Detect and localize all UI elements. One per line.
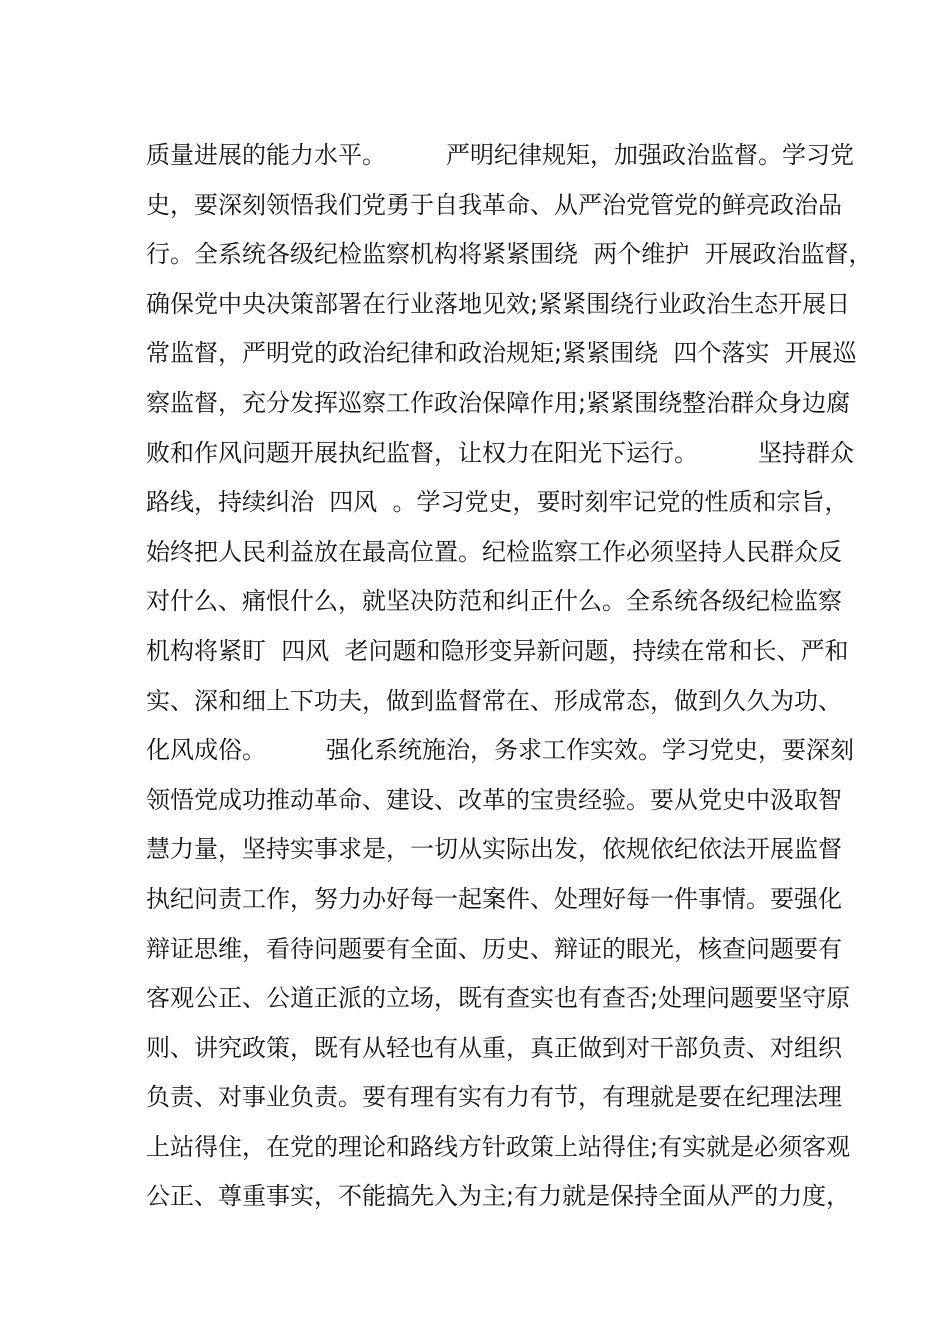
text-line-18: 客观公正、公道正派的立场，既有查实也有查否;处理问题要坚守原 xyxy=(146,984,851,1013)
text-line-2: 史，要深刻领悟我们党勇于自我革命、从严治党管党的鲜亮政治品 xyxy=(146,190,842,219)
text-line-17: 辩证思维，看待问题要有全面、历史、辩证的眼光，核查问题要有 xyxy=(146,934,842,963)
text-line-14: 领悟党成功推动革命、建设、改革的宝贵经验。要从党史中汲取智 xyxy=(146,785,842,814)
text-line-13: 化风成俗。 强化系统施治，务求工作实效。学习党史，要深刻 xyxy=(146,736,854,765)
text-line-3: 行。全系统各级纪检监察机构将紧紧围绕 两个维护 开展政治监督， xyxy=(146,240,873,269)
text-line-9: 始终把人民利益放在最高位置。纪检监察工作必须坚持人民群众反 xyxy=(146,537,842,566)
text-line-10: 对什么、痛恨什么，就坚决防范和纠正什么。全系统各级纪检监察 xyxy=(146,587,842,616)
text-line-8: 路线，持续纠治 四风 。学习党史，要时刻牢记党的性质和宗旨， xyxy=(146,488,849,517)
text-line-12: 实、深和细上下功夫，做到监督常在、形成常态，做到久久为功、 xyxy=(146,686,842,715)
text-line-15: 慧力量，坚持实事求是，一切从实际出发，依规依纪依法开展监督 xyxy=(146,835,842,864)
text-line-4: 确保党中央决策部署在行业落地见效;紧紧围绕行业政治生态开展日 xyxy=(146,289,851,318)
text-line-5: 常监督，严明党的政治纪律和政治规矩;紧紧围绕 四个落实 开展巡 xyxy=(146,339,857,368)
body-text xyxy=(146,131,873,1222)
text-line-20: 负责、对事业负责。要有理有实有力有节，有理就是要在纪理法理 xyxy=(146,1083,842,1112)
text-line-6: 察监督，充分发挥巡察工作政治保障作用;紧紧围绕整治群众身边腐 xyxy=(146,388,851,417)
text-line-1: 质量进展的能力水平。 严明纪律规矩，加强政治监督。学习党 xyxy=(146,141,854,169)
text-line-11: 机构将紧盯 四风 老问题和隐形变异新问题，持续在常和长、严和 xyxy=(146,636,849,665)
text-line-16: 执纪问责工作，努力办好每一起案件、处理好每一件事情。要强化 xyxy=(146,884,842,913)
text-line-19: 则、讲究政策，既有从轻也有从重，真正做到对干部负责、对组织 xyxy=(146,1033,842,1062)
text-line-21: 上站得住，在党的理论和路线方针政策上站得住;有实就是必须客观 xyxy=(146,1132,851,1161)
text-line-22: 公正、尊重事实，不能搞先入为主;有力就是保持全面从严的力度， xyxy=(146,1182,851,1211)
text-line-7: 败和作风问题开展执纪监督，让权力在阳光下运行。 坚持群众 xyxy=(146,438,854,467)
